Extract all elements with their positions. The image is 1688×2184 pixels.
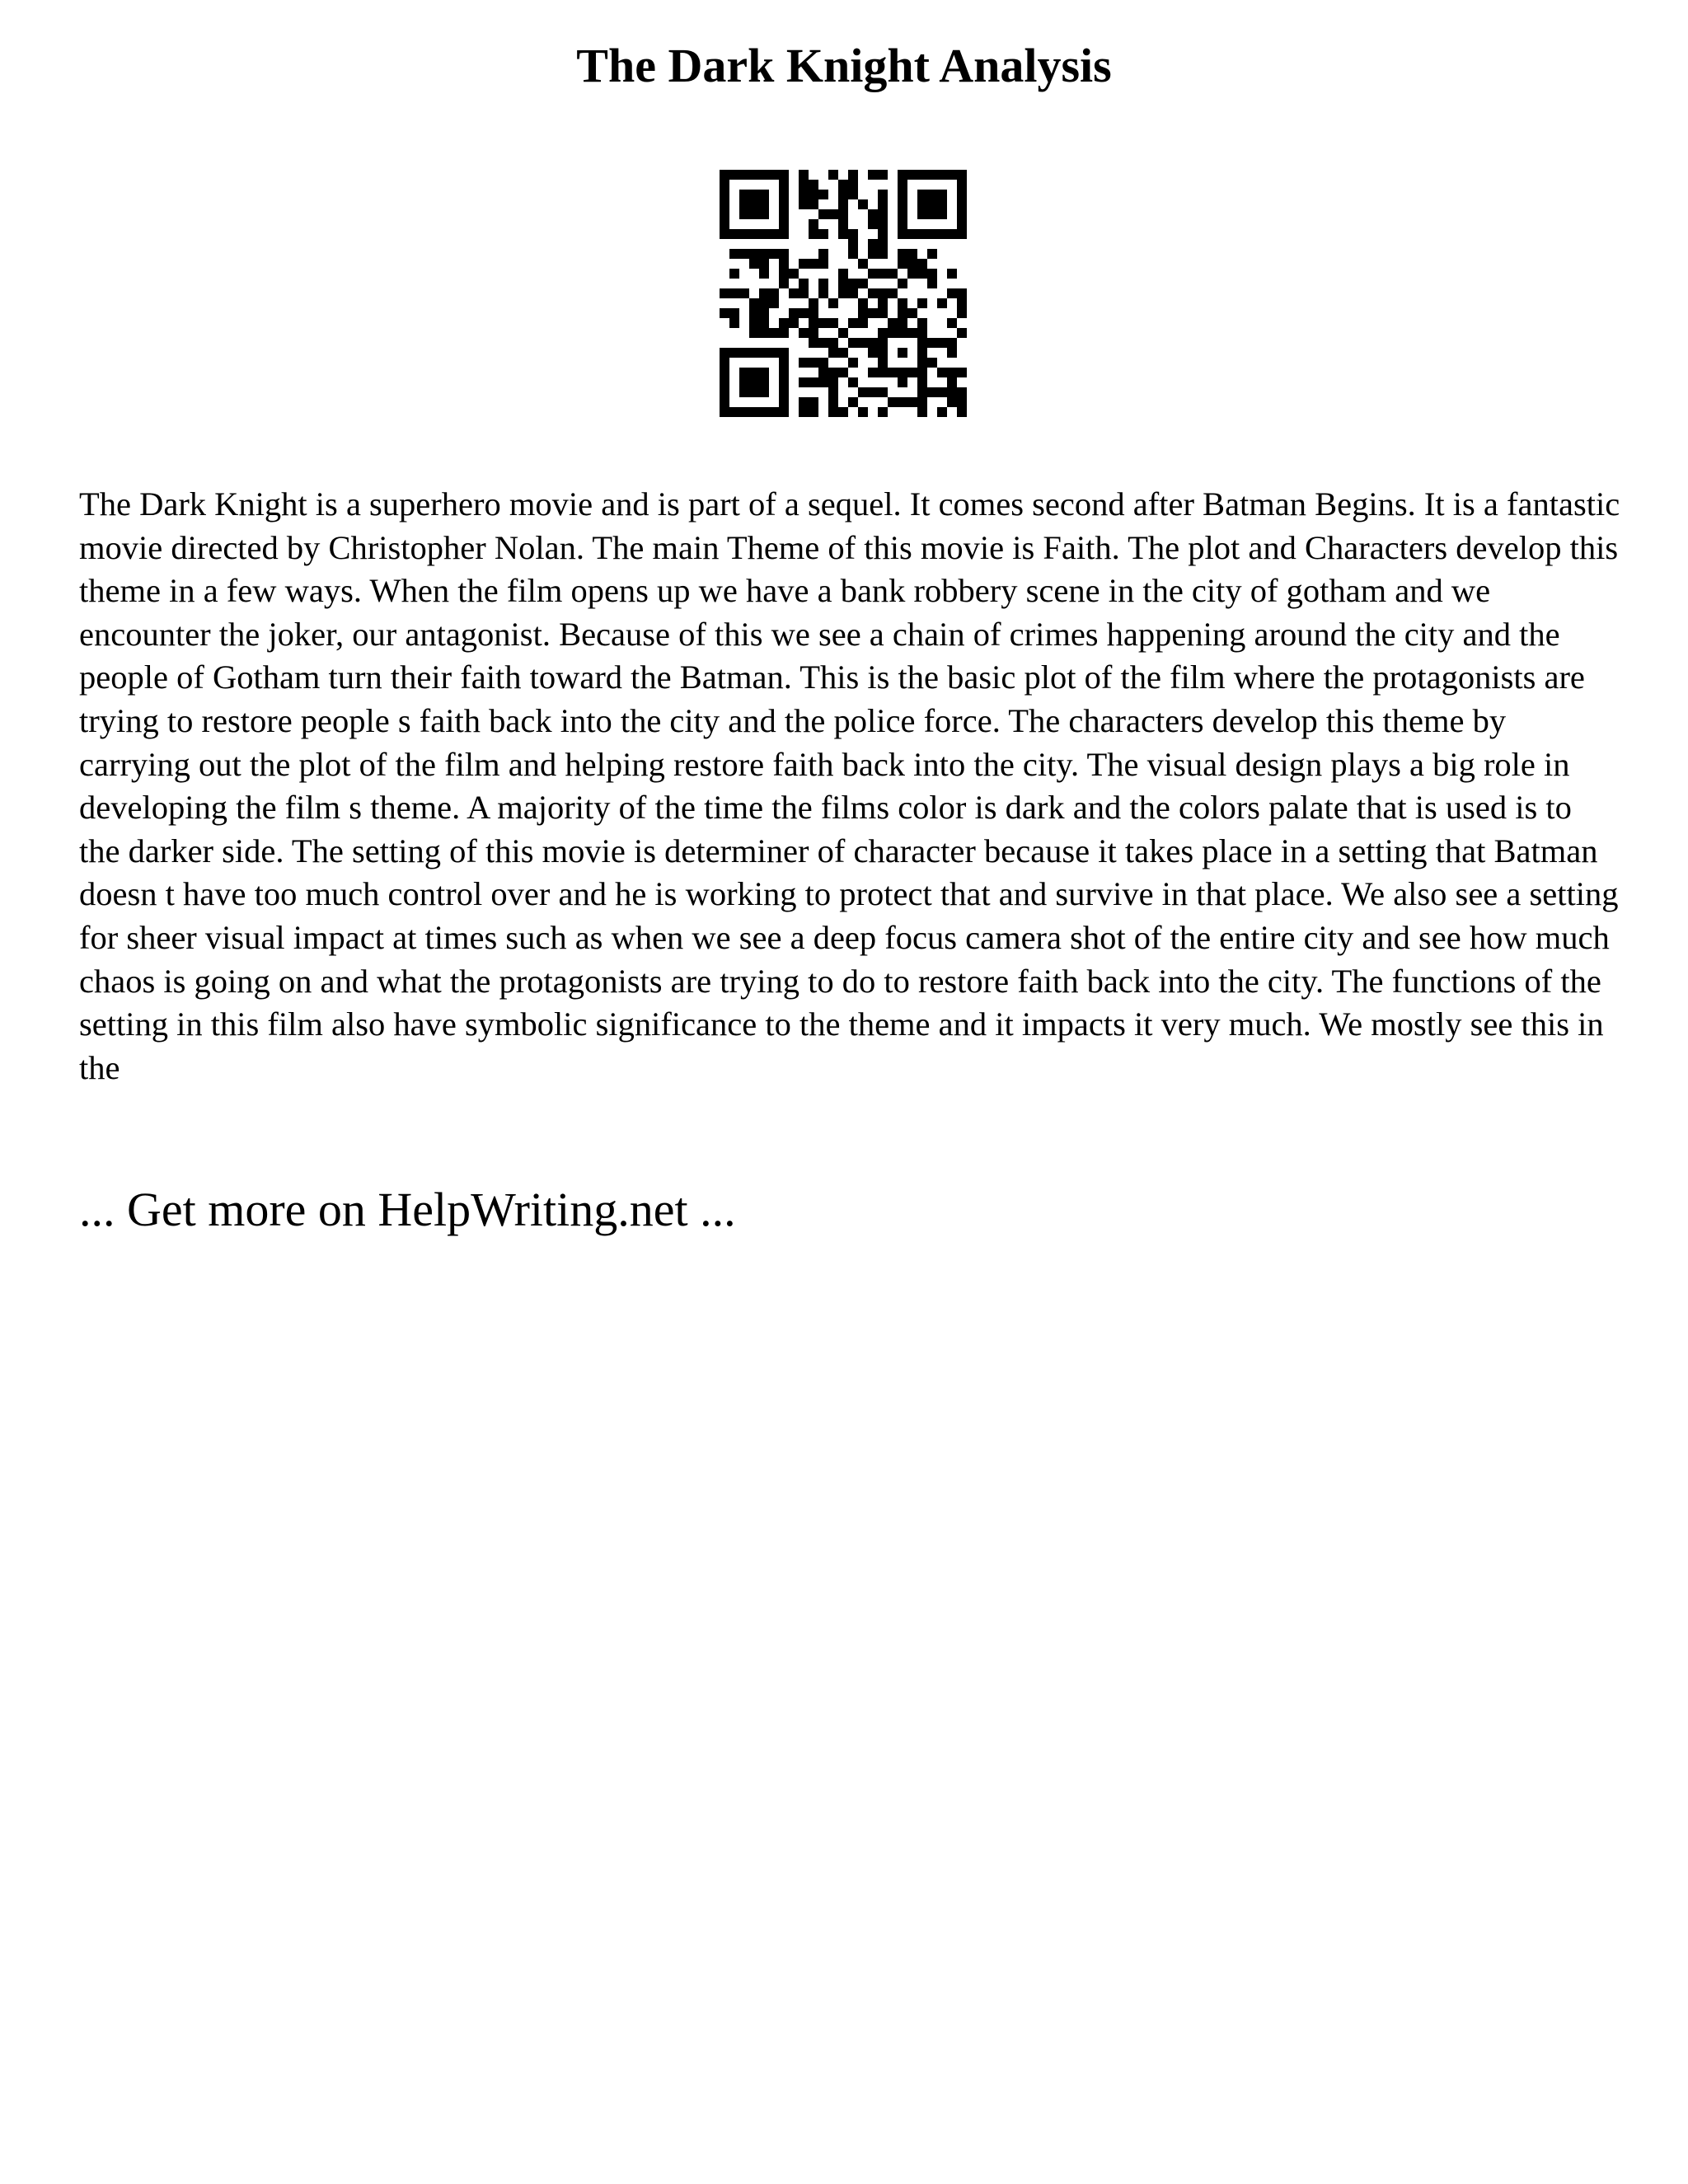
qr-code-icon bbox=[720, 170, 967, 417]
article-body: The Dark Knight is a superhero movie and is part of a sequel. It comes second after Batman Begins. It is a fantastic movie directed by Christopher Nolan. The main Theme of this movie is Faith. The plot and Characters develop this theme in a few ways. When the film opens up we have a bank robbery scene in the city of gotham and we encounter the joker, our antagonist. Because of this we see a chain of crimes happening around the city and the people of Gotham turn their faith toward the Batman. This is the basic plot of the film where the protagonists are trying to restore people s faith back into the city and the police force. The characters develop this theme by carrying out the plot of the film and helping restore faith back into the city. The visual design plays a big role in developing the film s theme. A majority of the time the films color is dark and the colors palate that is used is to the darker side. The setting of this movie is determiner of character because it takes place in a setting that Batman doesn t have too much control over and he is working to protect that and survive in that place. We also see a setting for sheer visual impact at times such as when we see a deep focus camera shot of the entire city and see how much chaos is going on and what the protagonists are trying to do to restore faith back into the city. The functions of the setting in this film also have symbolic significance to the theme and it impacts it very much. We mostly see this in the bbox=[79, 485, 1620, 1086]
page-title: The Dark Knight Analysis bbox=[576, 39, 1112, 92]
get-more-link[interactable]: ... Get more on HelpWriting.net ... bbox=[79, 1183, 736, 1236]
